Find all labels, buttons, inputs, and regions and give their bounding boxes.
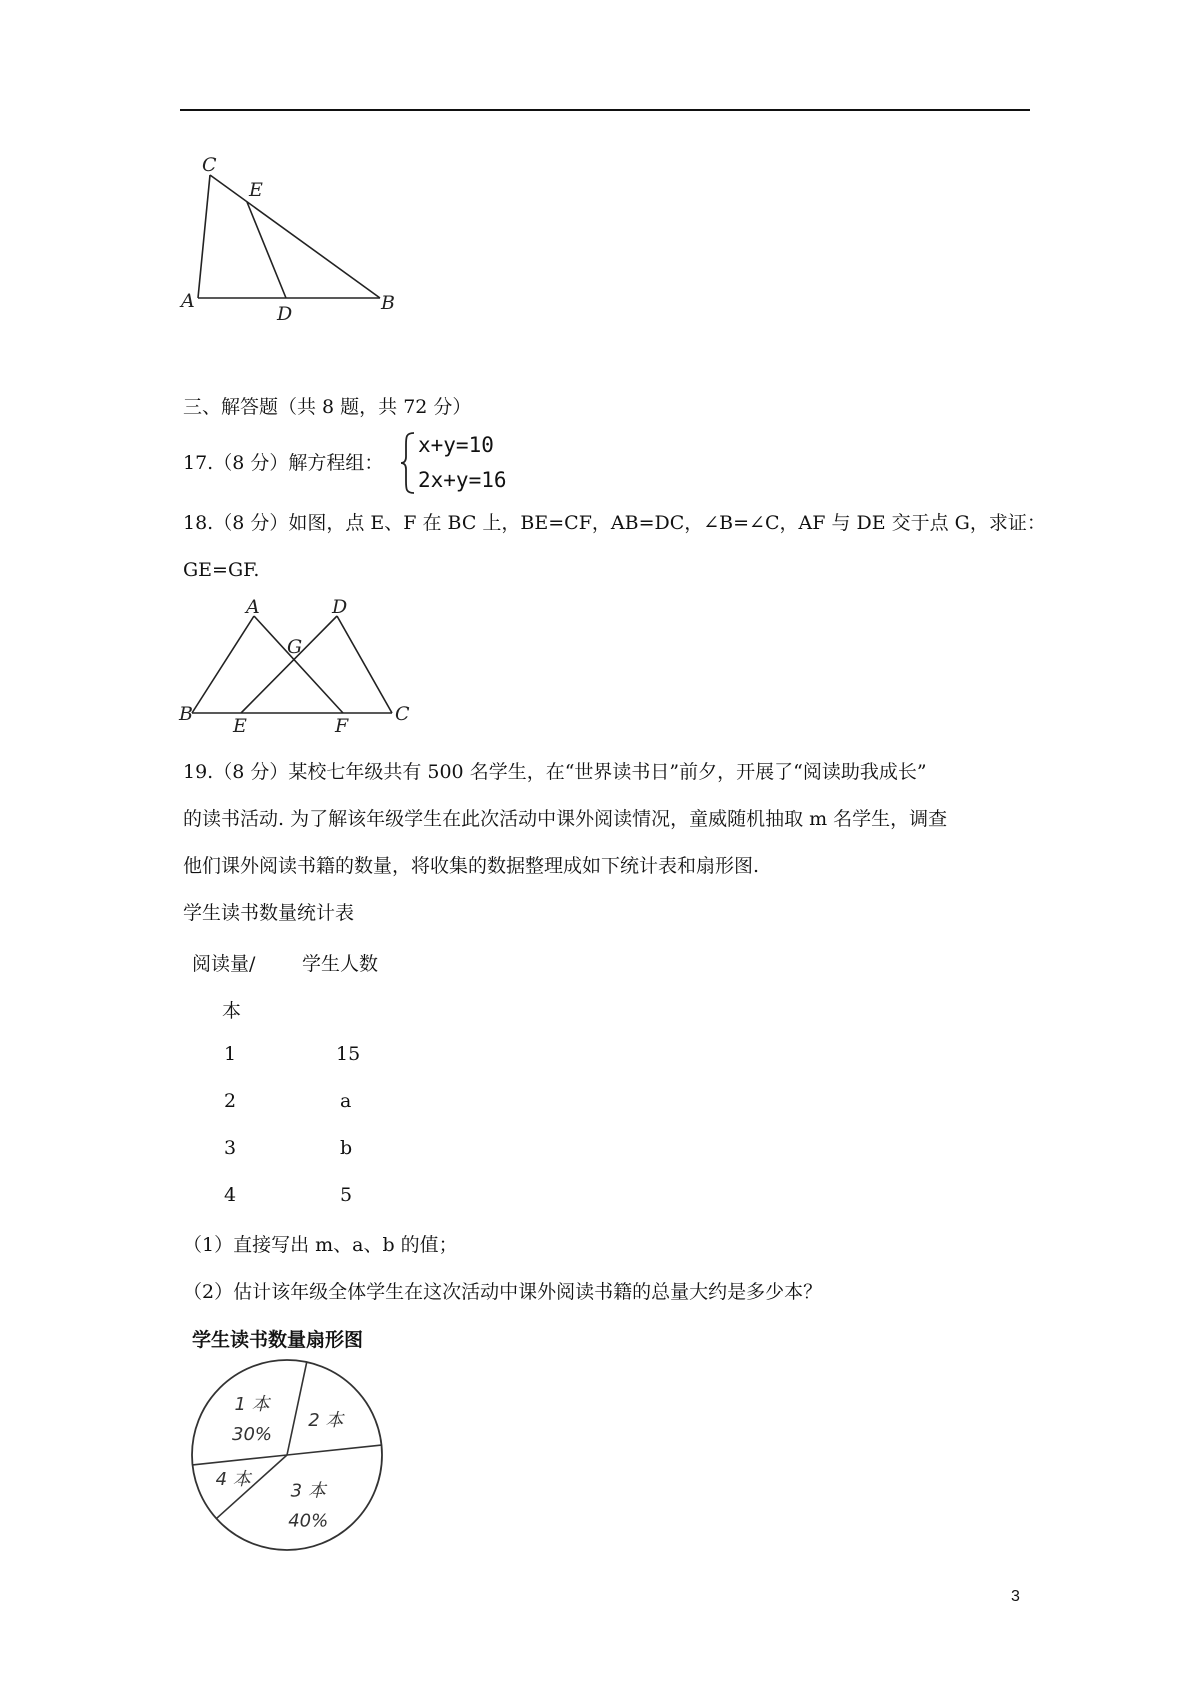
- pie-slice-boundary: [287, 1445, 381, 1455]
- pie-slice-boundary: [287, 1362, 307, 1455]
- table-cell-amount: 2: [224, 1090, 237, 1112]
- table-cell-amount: 4: [224, 1184, 237, 1206]
- q19-line1: 19.（8 分）某校七年级共有 500 名学生，在“世界读书日”前夕，开展了“阅读助我成长”: [183, 761, 927, 783]
- q19-part2: （2）估计该年级全体学生在这次活动中课外阅读书籍的总量大约是多少本？: [183, 1281, 823, 1303]
- pie-slice-percent: 40%: [288, 1510, 329, 1532]
- label-F2: F: [335, 715, 349, 736]
- pie-chart: [183, 1352, 393, 1562]
- label-E2: E: [233, 715, 247, 736]
- label-C: C: [202, 154, 217, 176]
- q18-line2: GE=GF.: [183, 559, 260, 581]
- section-title: 三、解答题（共 8 题，共 72 分）: [183, 396, 472, 418]
- label-A: A: [181, 290, 195, 312]
- q19-line3: 他们课外阅读书籍的数量，将收集的数据整理成如下统计表和扇形图.: [183, 855, 760, 877]
- table-header-count: 学生人数: [302, 953, 379, 975]
- q19-line2: 的读书活动. 为了解该年级学生在此次活动中课外阅读情况，童威随机抽取 m 名学生，调查: [183, 808, 948, 830]
- q19-part1: （1）直接写出 m、a、b 的值；: [183, 1234, 458, 1256]
- q17-prefix: 17.（8 分）解方程组：: [183, 452, 384, 474]
- q17-eq1: x+y=10: [418, 433, 494, 457]
- pie-slice-percent: 30%: [232, 1424, 273, 1446]
- pie-slice-boundary: [193, 1455, 287, 1465]
- label-G: G: [287, 636, 303, 658]
- brace-icon: [398, 431, 418, 495]
- header-rule: [180, 109, 1030, 111]
- page-number: 3: [1011, 1588, 1020, 1605]
- triangle-figure-2: [176, 596, 416, 736]
- table-cell-count: a: [340, 1090, 352, 1112]
- label-B: B: [381, 292, 395, 314]
- table-title: 学生读书数量统计表: [183, 902, 355, 924]
- table-cell-count: b: [340, 1137, 353, 1159]
- table-cell-amount: 3: [224, 1137, 237, 1159]
- label-C2: C: [395, 703, 410, 725]
- label-D2: D: [332, 596, 348, 618]
- pie-chart-title: 学生读书数量扇形图: [192, 1329, 364, 1351]
- table-header-unit: 本: [222, 1000, 242, 1022]
- pie-slice-label: 1 本: [234, 1394, 270, 1416]
- q18-line1: 18.（8 分）如图，点 E、F 在 BC 上，BE=CF，AB=DC，∠B=∠C，AF 与 DE 交于点 G，求证：: [183, 512, 1046, 534]
- triangle-figure-1: [176, 150, 406, 330]
- table-cell-count: 5: [340, 1184, 353, 1206]
- table-cell-count: 15: [336, 1043, 361, 1065]
- pie-slice-label: 2 本: [308, 1410, 344, 1432]
- table-header-amount: 阅读量/: [192, 953, 256, 975]
- label-B2: B: [179, 703, 193, 725]
- label-A2: A: [246, 596, 260, 618]
- table-cell-amount: 1: [224, 1043, 237, 1065]
- pie-slice-label: 3 本: [290, 1480, 326, 1502]
- pie-slice-label: 4 本: [215, 1468, 251, 1490]
- q17-eq2: 2x+y=16: [418, 468, 507, 492]
- label-E: E: [249, 179, 263, 201]
- label-D: D: [277, 303, 293, 325]
